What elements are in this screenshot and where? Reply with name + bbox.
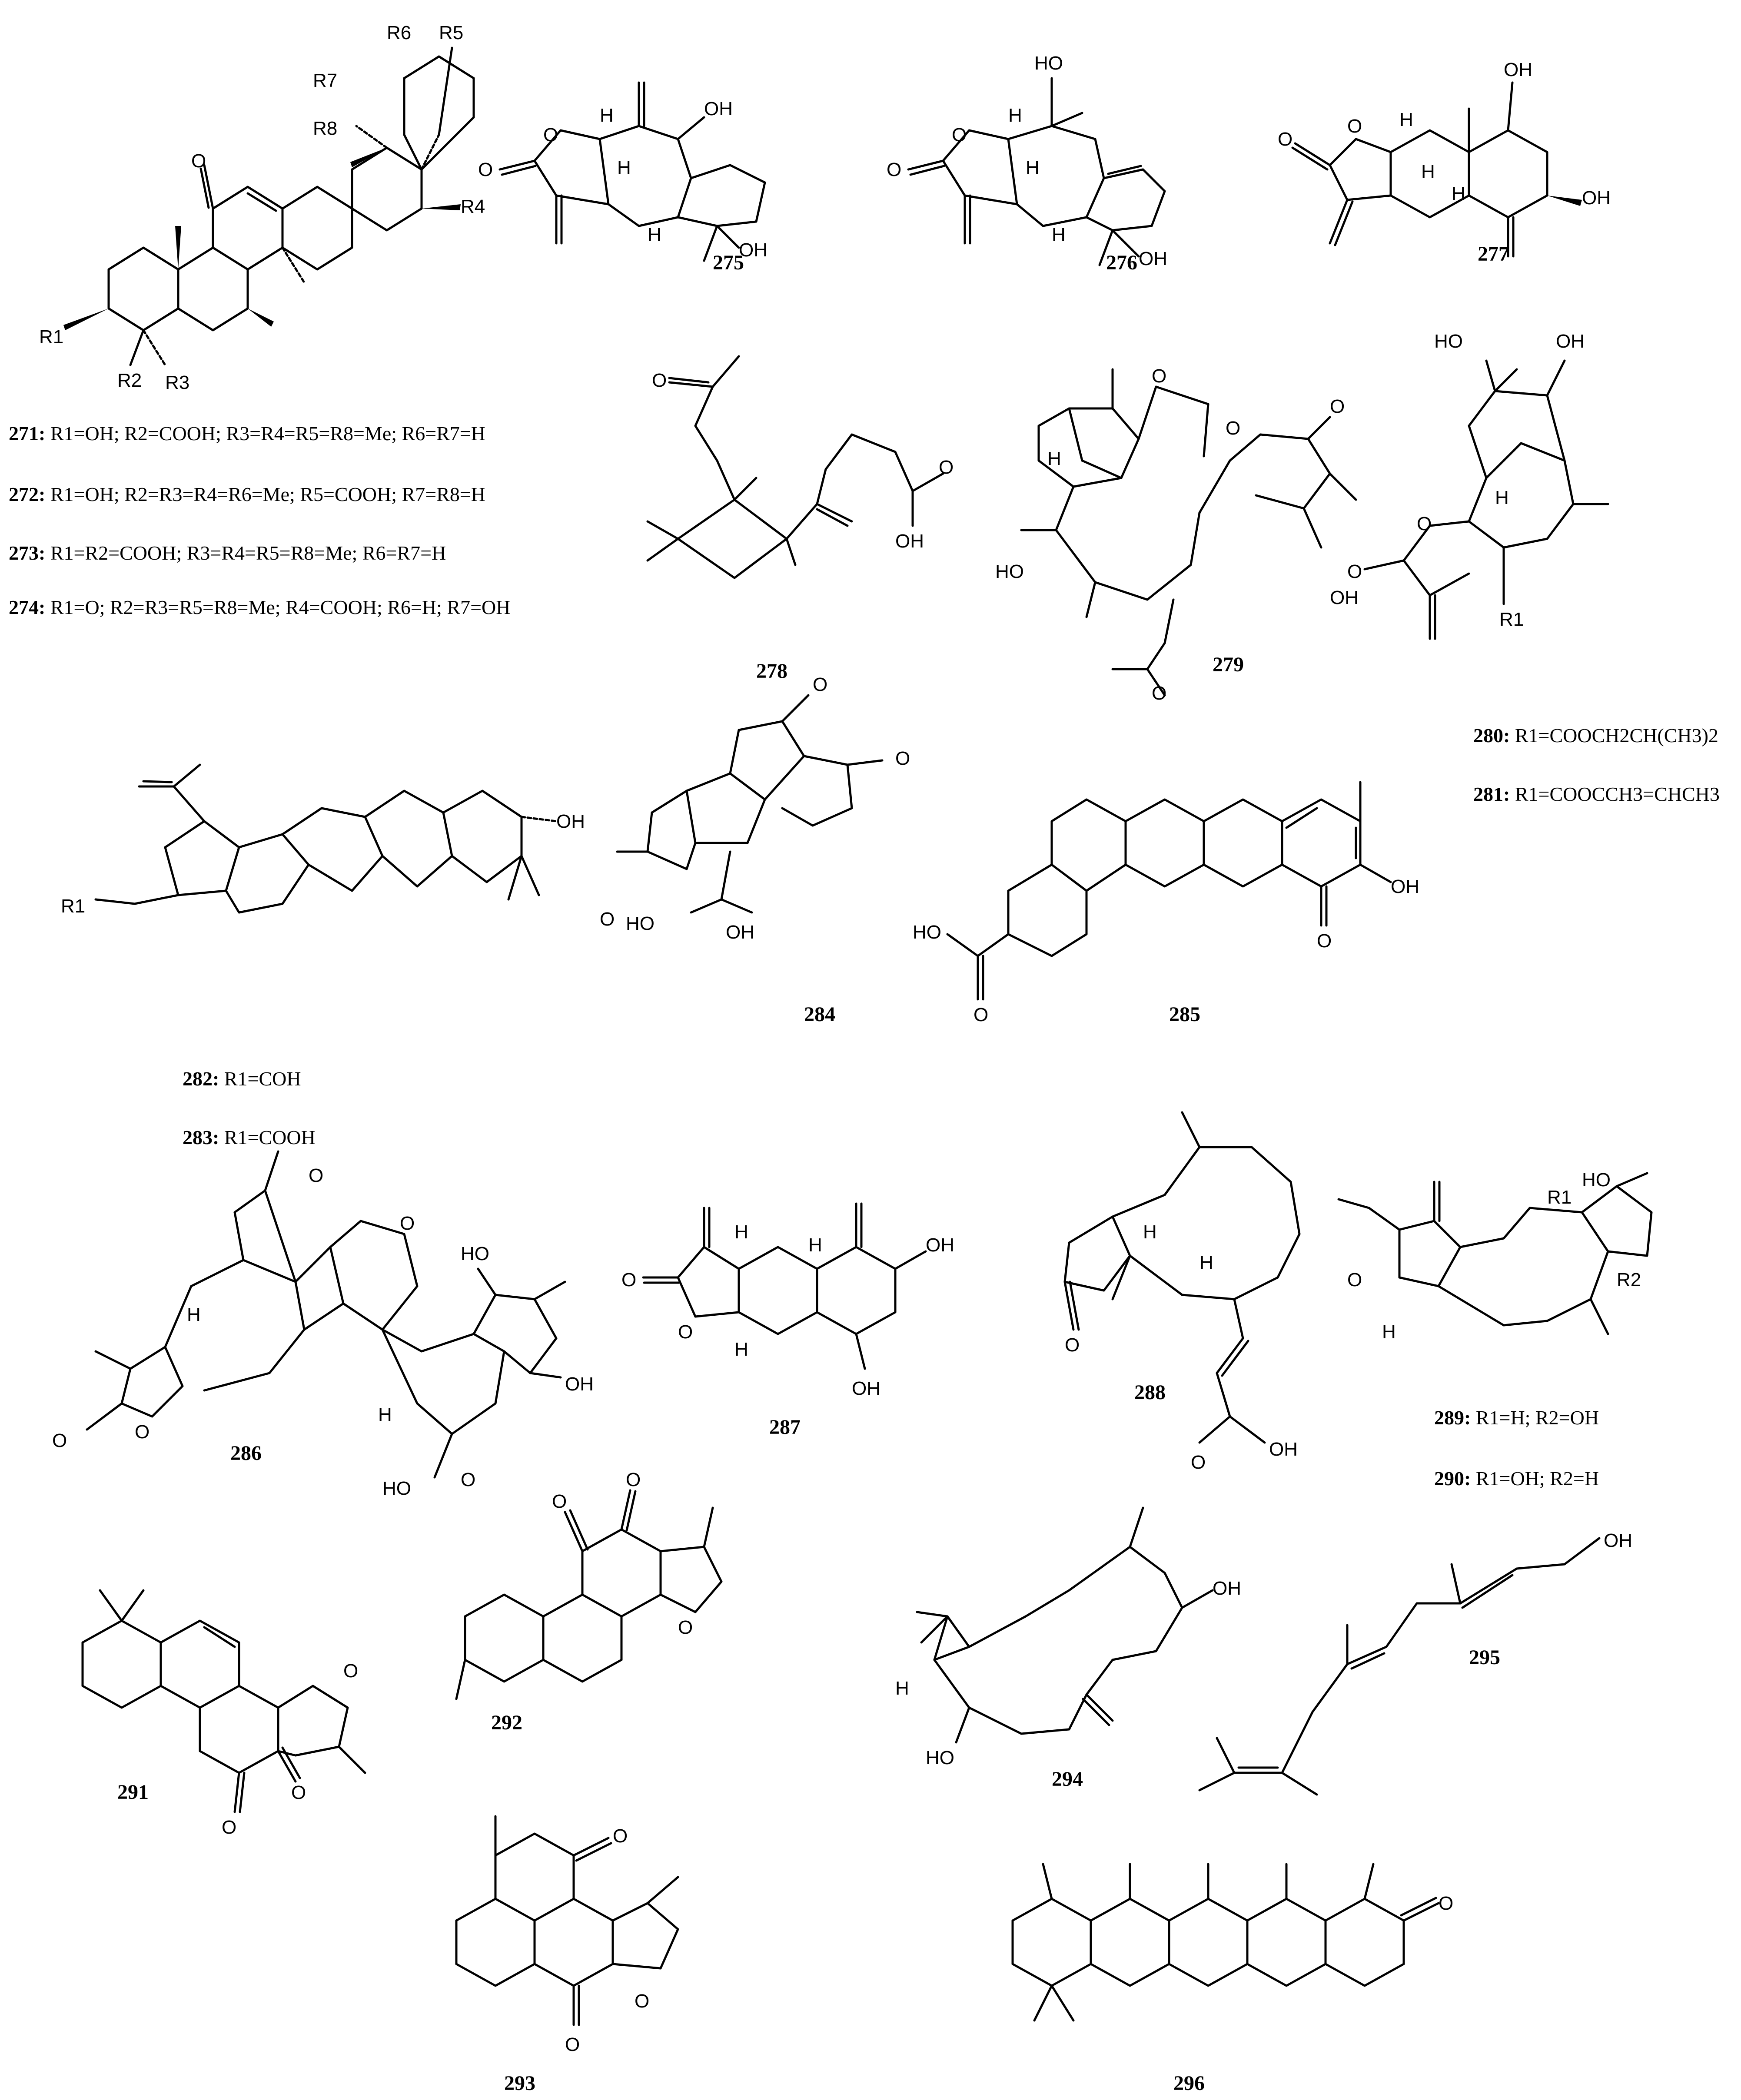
atom-r5: R5 [439, 22, 464, 43]
structure-271-274 [39, 22, 485, 393]
atom-o: O [813, 674, 828, 695]
compound-id: 293 [504, 2072, 535, 2095]
atom-oh: OH [1504, 59, 1532, 80]
structure-277 [1278, 59, 1611, 265]
structure-289-290 [1339, 1169, 1651, 1343]
atom-o: O [478, 159, 493, 180]
atom-h: H [617, 157, 631, 178]
compound-id: 275 [713, 251, 744, 274]
structure-296 [1013, 1864, 1453, 2095]
compound-280-desc: 280: R1=COOCH2CH(CH3)2 [1473, 724, 1718, 746]
atom-o: O [222, 1817, 237, 1838]
atom-o: O [309, 1165, 324, 1186]
atom-r1: R1 [61, 896, 86, 917]
structure-291 [83, 1590, 365, 1838]
atom-h: H [1026, 157, 1040, 178]
structure-275 [478, 83, 768, 274]
structure-288 [1065, 1112, 1299, 1473]
atom-o: O [400, 1213, 415, 1234]
atom-ho: HO [1582, 1169, 1611, 1191]
atom-r2: R2 [117, 370, 142, 391]
atom-h: H [1382, 1321, 1396, 1343]
atom-o: O [343, 1660, 359, 1682]
atom-oh: OH [556, 811, 585, 832]
atom-h: H [734, 1339, 748, 1360]
atom-h: H [1047, 448, 1061, 469]
structure-284 [600, 674, 910, 1026]
atom-o: O [678, 1617, 693, 1638]
compound-274-desc: 274: R1=O; R2=R3=R5=R8=Me; R4=COOH; R6=H; R7=OH [9, 596, 511, 618]
atom-r1: R1 [1547, 1187, 1572, 1208]
atom-o: O [1191, 1452, 1206, 1473]
atom-r1: R1 [1499, 609, 1524, 630]
atom-r1: R1 [39, 326, 64, 348]
atom-oh: OH [852, 1378, 880, 1399]
atom-o: O [952, 124, 967, 146]
atom-oh: OH [739, 239, 768, 261]
atom-ho: HO [382, 1478, 411, 1499]
atom-o: O [1278, 129, 1293, 150]
atom-o: O [626, 1469, 641, 1490]
atom-o: O [1347, 1269, 1362, 1291]
atom-oh: OH [926, 1234, 954, 1256]
atom-oh: OH [565, 1373, 594, 1395]
atom-o: O [887, 159, 902, 180]
atom-ho: HO [461, 1243, 489, 1264]
atom-h: H [734, 1221, 748, 1243]
atom-oh: OH [1269, 1439, 1298, 1460]
atom-o: O [939, 457, 954, 478]
atom-o: O [652, 370, 667, 391]
structure-280-281 [1347, 331, 1608, 639]
atom-oh: OH [1139, 248, 1167, 269]
structure-279 [995, 365, 1359, 704]
atom-o: O [635, 1991, 650, 2012]
atom-o: O [621, 1269, 637, 1291]
compound-id: 292 [491, 1711, 522, 1734]
compound-id: 284 [804, 1003, 835, 1026]
structure-276 [887, 53, 1167, 274]
atom-r6: R6 [387, 22, 412, 43]
atom-o: O [1152, 365, 1167, 387]
compound-289-desc: 289: R1=H; R2=OH [1434, 1407, 1599, 1429]
atom-oh: OH [1391, 876, 1419, 897]
compound-id: 279 [1213, 653, 1244, 676]
atom-o: O [1417, 513, 1432, 534]
atom-h: H [648, 224, 661, 245]
compound-id: 288 [1134, 1381, 1166, 1404]
atom-oh: OH [704, 98, 733, 119]
atom-oh: OH [726, 922, 754, 943]
structure-292 [456, 1469, 721, 1734]
compound-273-desc: 273: R1=R2=COOH; R3=R4=R5=R8=Me; R6=R7=H [9, 542, 446, 564]
atom-o-ketone: O [191, 150, 206, 172]
atom-ho: HO [913, 922, 941, 943]
atom-o: O [543, 124, 558, 146]
compound-id: 277 [1478, 242, 1509, 265]
compound-id: 294 [1052, 1768, 1083, 1791]
atom-h: H [895, 1678, 909, 1699]
atom-oh: OH [1330, 587, 1359, 608]
compound-282-desc: 282: R1=COH [183, 1068, 301, 1090]
atom-o: O [565, 2034, 580, 2055]
compound-290-desc: 290: R1=OH; R2=H [1434, 1467, 1599, 1490]
atom-h: H [1008, 105, 1022, 126]
atom-o: O [552, 1491, 567, 1512]
atom-o: O [1317, 930, 1332, 952]
atom-o: O [1439, 1893, 1454, 1914]
atom-h: H [1421, 161, 1435, 182]
compound-id: 278 [756, 660, 787, 683]
atom-ho: HO [1434, 331, 1463, 352]
compound-id: 296 [1173, 2072, 1205, 2095]
atom-h: H [600, 105, 614, 126]
compound-271-desc: 271: R1=OH; R2=COOH; R3=R4=R5=R8=Me; R6=R7=H [9, 422, 485, 445]
atom-r3: R3 [165, 372, 190, 393]
atom-o: O [895, 748, 910, 769]
atom-o: O [461, 1469, 476, 1490]
atom-ho: HO [995, 561, 1024, 582]
structure-282-283 [61, 765, 585, 917]
structure-286 [52, 1151, 594, 1499]
compound-272-desc: 272: R1=OH; R2=R3=R4=R6=Me; R5=COOH; R7=R8=H [9, 483, 485, 505]
atom-h: H [1052, 224, 1066, 245]
atom-o: O [1347, 561, 1362, 582]
atom-o: O [973, 1004, 989, 1025]
structure-294 [895, 1508, 1241, 1791]
atom-r7: R7 [313, 70, 338, 91]
atom-o: O [1330, 396, 1345, 417]
atom-o: O [1065, 1334, 1080, 1356]
structure-278 [648, 356, 954, 683]
compound-id: 276 [1106, 251, 1137, 274]
atom-oh: OH [1604, 1530, 1632, 1551]
atom-h: H [187, 1304, 201, 1325]
structure-293 [456, 1816, 678, 2095]
atom-r8: R8 [313, 118, 338, 139]
atom-h: H [808, 1234, 822, 1256]
structure-295 [1199, 1530, 1632, 1795]
atom-r4: R4 [461, 196, 485, 217]
structure-285 [913, 782, 1419, 1026]
atom-o: O [613, 1825, 628, 1847]
atom-oh: OH [1582, 187, 1611, 209]
atom-o: O [1347, 116, 1362, 137]
compound-281-desc: 281: R1=COOCCH3=CHCH3 [1473, 783, 1720, 805]
atom-h: H [1495, 487, 1509, 508]
atom-h: H [378, 1404, 392, 1425]
atom-o: O [1226, 418, 1241, 439]
compound-id: 286 [230, 1442, 262, 1465]
atom-o: O [678, 1321, 693, 1343]
atom-oh: OH [1556, 331, 1585, 352]
atom-h: H [1199, 1252, 1213, 1273]
atom-oh: OH [1213, 1578, 1241, 1599]
atom-ho: HO [626, 913, 655, 934]
atom-ho: HO [1034, 53, 1063, 74]
atom-o: O [1152, 683, 1167, 704]
compound-id: 287 [769, 1416, 801, 1439]
atom-ho: HO [926, 1747, 954, 1768]
atom-o: O [600, 909, 615, 930]
atom-h: H [1143, 1221, 1157, 1243]
atom-o: O [135, 1421, 150, 1443]
atom-o: O [52, 1430, 67, 1451]
structure-287 [621, 1204, 954, 1439]
atom-h: H [1399, 109, 1413, 130]
atom-oh: OH [895, 531, 924, 552]
compound-id: 291 [117, 1781, 149, 1804]
compound-id: 285 [1169, 1003, 1200, 1026]
atom-h: H [1452, 183, 1465, 204]
compound-283-desc: 283: R1=COOH [183, 1126, 316, 1148]
atom-o: O [291, 1782, 306, 1803]
atom-r2: R2 [1617, 1269, 1641, 1291]
compound-id: 295 [1469, 1646, 1500, 1669]
